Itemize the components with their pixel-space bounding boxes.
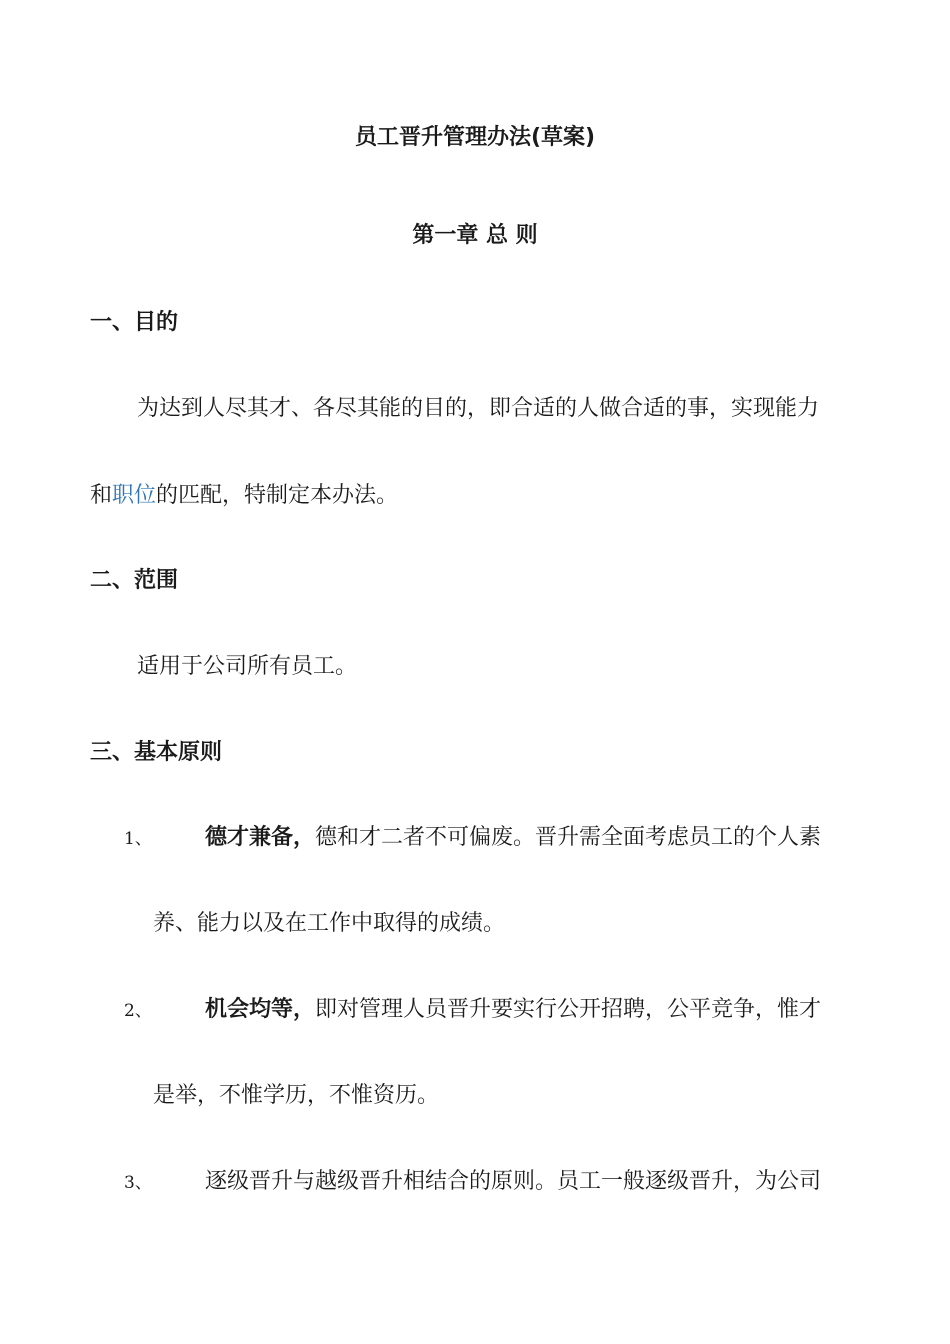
list-item-line2: 养、能力以及在工作中取得的成绩。 <box>153 911 506 936</box>
section-heading-principles: 三、基本原则 <box>90 740 223 765</box>
position-link[interactable]: 职位 <box>112 483 157 508</box>
list-item-line1 <box>205 820 821 851</box>
document-title: 员工晋升管理办法(草案) <box>354 125 596 150</box>
list-item-text: 德和才二者不可偏废。晋升需全面考虑员工的个人素 <box>315 825 822 850</box>
purpose-line2-prefix: 和 <box>90 483 113 508</box>
chapter-heading: 第一章 总 则 <box>412 223 538 248</box>
list-item-line1: 逐级晋升与越级晋升相结合的原则。员工一般逐级晋升，为公司 <box>205 1169 822 1194</box>
section-heading-purpose: 一、目的 <box>90 310 179 335</box>
list-item-line1 <box>205 992 821 1023</box>
list-item-number: 2、 <box>124 1001 152 1021</box>
purpose-paragraph-line2 <box>90 478 398 509</box>
section-heading-scope: 二、范围 <box>90 568 179 593</box>
list-item-text: 即对管理人员晋升要实行公开招聘，公平竞争，惟才 <box>315 997 822 1022</box>
list-item-bold-term: 德才兼备， <box>205 825 316 850</box>
purpose-paragraph-line1: 为达到人尽其才、各尽其能的目的，即合适的人做合适的事，实现能力 <box>137 396 820 421</box>
list-item-number: 3、 <box>124 1173 152 1193</box>
scope-paragraph: 适用于公司所有员工。 <box>137 654 358 679</box>
list-item-line2: 是举，不惟学历，不惟资历。 <box>153 1083 440 1108</box>
list-item-bold-term: 机会均等， <box>205 997 316 1022</box>
list-item-number: 1、 <box>124 829 152 849</box>
purpose-line2-suffix: 的匹配，特制定本办法。 <box>156 483 399 508</box>
